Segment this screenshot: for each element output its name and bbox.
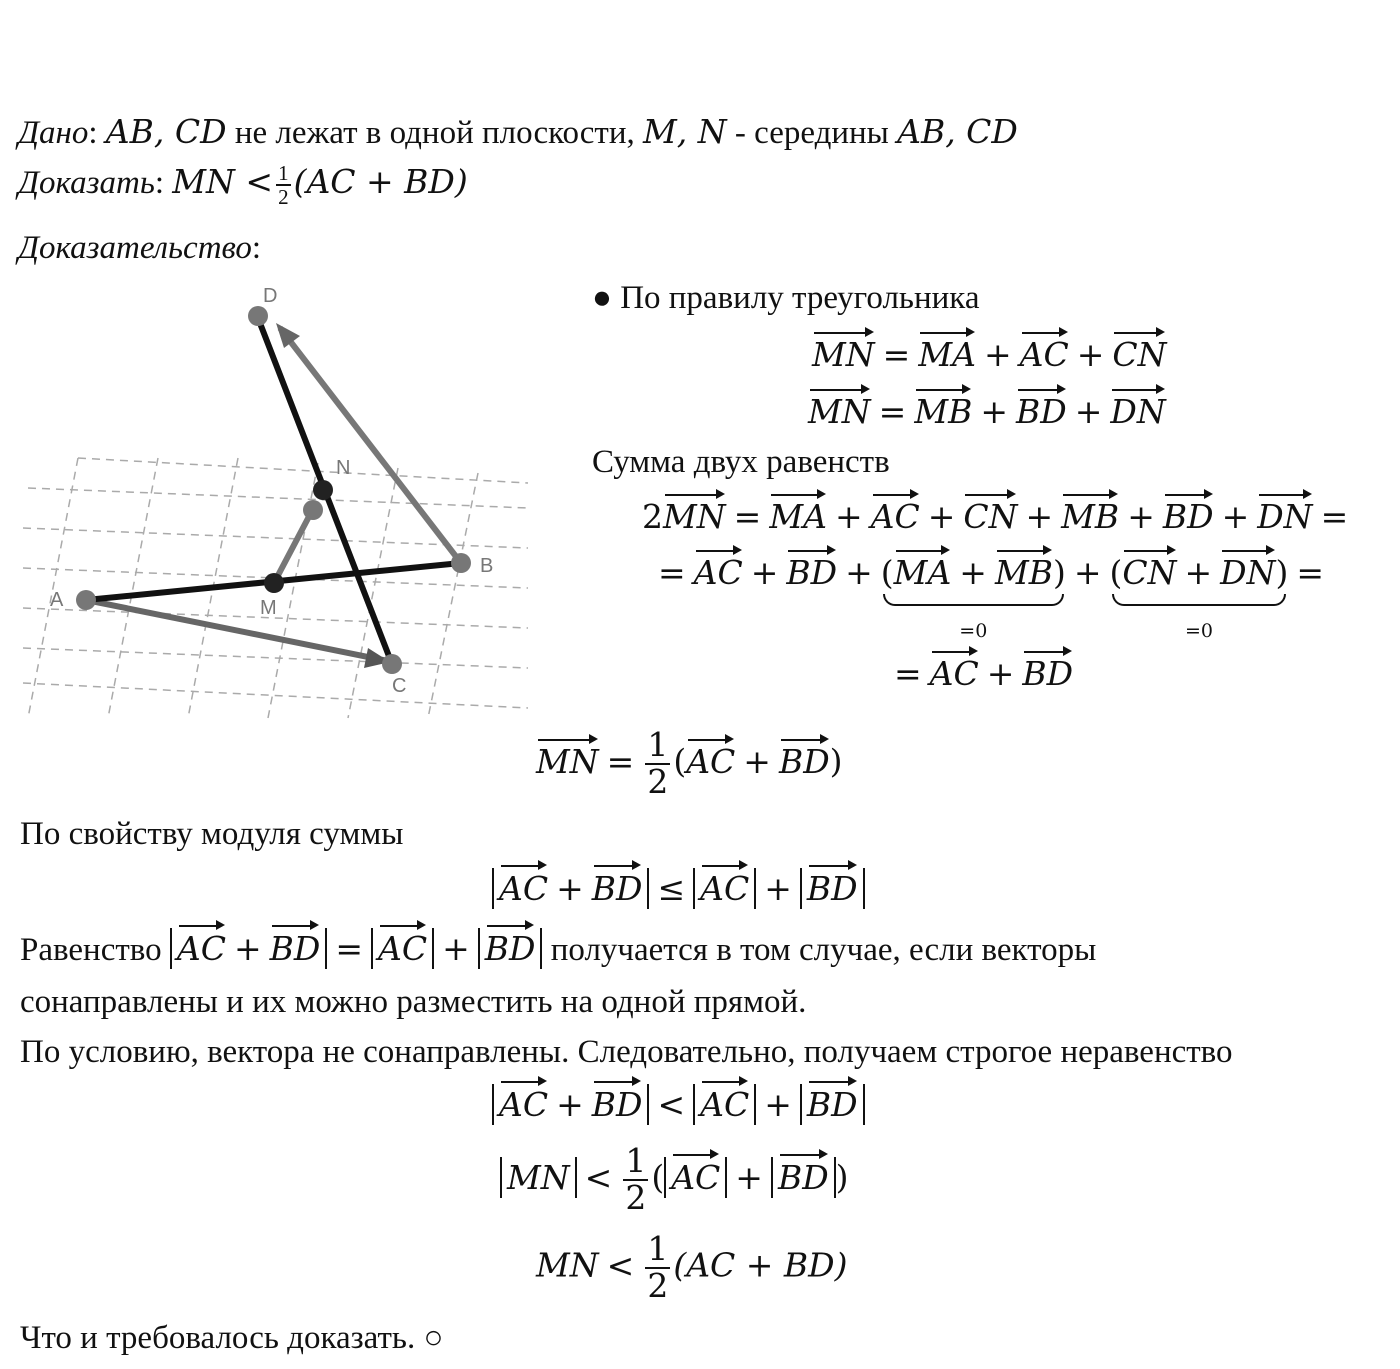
inequality-1: AC + BD ≤ AC + BD (492, 868, 865, 909)
prove-label: Доказать (18, 165, 155, 201)
label-a: A (50, 589, 64, 611)
triangle-rule-line: ● По правилу треугольника (592, 280, 980, 316)
given-segments2: AB, CD (897, 112, 1018, 151)
equation-1: MN = MA + AC + CN (812, 335, 1167, 374)
vector-ac (86, 600, 388, 661)
modulus-text: По свойству модуля суммы (20, 816, 404, 852)
point-b (451, 553, 471, 573)
label-d: D (263, 285, 278, 307)
equation-5: = AC + BD (894, 654, 1074, 693)
underbrace-1: (MA + MB) =0 (880, 553, 1066, 642)
vector-bd-arrowhead (276, 323, 300, 348)
inequality-3: MN < $\frac{1}{2}$ ( AC + BD ) (500, 1144, 849, 1215)
equation-6: MN = $\frac{1}{2}$ (AC + BD) (536, 725, 843, 801)
label-n: N (336, 457, 351, 479)
geometry-figure (18, 278, 538, 728)
proof-label-line: Доказательство: (18, 230, 262, 266)
given-label: Дано (18, 115, 89, 151)
label-m: M (260, 597, 277, 619)
bullet-icon: ● (592, 280, 612, 316)
proof-label: Доказательство (18, 230, 252, 266)
given-line: Дано: AB, CD не лежат в одной плоскости, M, N - середины AB, CD (18, 112, 1018, 151)
given-text1: не лежат в одной плоскости, (234, 115, 635, 151)
equation-4: = AC + BD + (MA + MB) =0 + (CN + DN) =0 = (658, 553, 1325, 642)
given-points: M, N (643, 112, 727, 151)
qed-line: Что и требовалось доказать. ○ (20, 1320, 444, 1356)
inequality-4: MN < $\frac{1}{2}$ (AC + BD) (536, 1229, 848, 1305)
given-text2: - середины (734, 115, 889, 151)
point-d (248, 306, 268, 326)
point-a (76, 590, 96, 610)
collinear-text: сонаправлены и их можно разместить на одной прямой. (20, 984, 807, 1020)
point-m (264, 573, 284, 593)
underbrace-2: (CN + DN) =0 (1109, 553, 1289, 642)
prove-fraction: $\frac{1}{2}$ (278, 161, 289, 210)
prove-line: Доказать: MN < $\frac{1}{2}$ (AC + BD) (18, 161, 468, 210)
condition-text: По условию, вектора не сонаправлены. Следовательно, получаем строгое неравенство (20, 1034, 1233, 1070)
equality-line: Равенство AC + BD = AC + BD получается в том случае, если векторы (20, 929, 1097, 968)
sum-text: Сумма двух равенств (592, 444, 890, 480)
equation-2: MN = MB + BD + DN (808, 392, 1166, 431)
point-n (313, 480, 333, 500)
equation-3: 2MN = MA + AC + CN + MB + BD + DN = (642, 497, 1349, 536)
inequality-2: AC + BD < AC + BD (492, 1084, 865, 1125)
label-b: B (480, 555, 494, 577)
label-c: C (392, 675, 407, 697)
point-n2 (303, 500, 323, 520)
point-c (382, 654, 402, 674)
qed-circle-icon: ○ (423, 1320, 444, 1356)
given-segments: AB, CD (105, 112, 227, 151)
